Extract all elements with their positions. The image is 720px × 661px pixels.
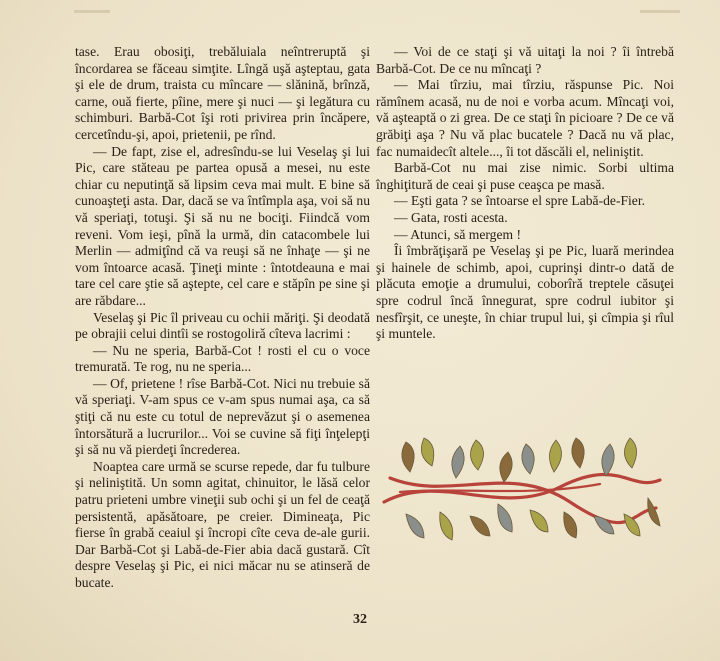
- paragraph: — Eşti gata ? se întoarse el spre Labă-de-Fier.: [394, 193, 646, 209]
- leafy-branch-ornament: [380, 432, 662, 544]
- paragraph: tase. Erau obosiţi, trebăluiala neîntreruptă şi încordarea se făceau simţite. Lîngă uşă aşteptau, gata şi ele de drum, traista cu mîncare — slănină, brînză, carne, ouă fierte, pîine, mere şi nuci — şi legătura cu schimburi. Barbă-Cot îşi roti privirea prin încăpere, cercetîndu-şi, apoi, prietenii, pe rînd.: [75, 44, 370, 142]
- paragraph: — Mai tîrziu, mai tîrziu, răspunse Pic. Noi rămînem acasă, nu de noi e vorba acum. Mîncaţi voi, vă aşteaptă o zi grea. De ce staţi în picioare ? De ce vă grăbiţi aşa ? Nu vă plac bucatele ? Dacă nu vă plac, fac numaidecît altele..., îi tot dăscăli el, neliniştit.: [376, 77, 674, 159]
- top-edge-mark: [74, 10, 110, 13]
- paragraph: Veselaş şi Pic îl priveau cu ochii măriţi. Şi deodată pe obrajii celui dintîi se rostogolirǎ cîteva lacrimi :: [75, 309, 370, 342]
- paragraph: Barbă-Cot nu mai zise nimic. Sorbi ultima înghiţitură de ceai şi puse ceaşca pe masă.: [376, 160, 674, 192]
- paragraph: Îi îmbrăţişară pe Veselaş şi pe Pic, luară merindea şi hainele de schimb, apoi, cuprinşi dintr-o dată de plăcuta emoţie a drumului, coborîră treptele căsuţei spre codrul încă înnegurat, spre codrul iubitor şi nesfîrşit, ce uneşte, în chiar trupul lui, şi cîmpia şi rîul şi muntele.: [376, 243, 674, 342]
- paragraph: — Atunci, să mergem !: [394, 226, 521, 242]
- paragraph: — Voi de ce staţi şi vă uitaţi la noi ? îi întrebă Barbă-Cot. De ce nu mîncaţi ?: [376, 44, 674, 76]
- paragraph: — De fapt, zise el, adresîndu-se lui Veselaş şi lui Pic, care stăteau pe partea opusă a mesei, nu este chiar cu neputinţă să lipsim ceva mai mult. E bine să cunoaşteţi asta. Dar, dacă se va întîmpla aşa, voi să nu vă speriaţi, totuşi. Şi să nu ne bociţi. Fiindcă vom reveni. Vom ieşi, pînă la urmă, din catacombele lui Merlin — admiţînd că va reuşi să ne înhaţe — şi ne vom întoarce acasă. Ţineţi minte : întotdeauna e mai tare cel care ştie să aştepte, cel care e stăpîn pe sine şi are răbdare...: [75, 143, 370, 308]
- paragraph: — Gata, rosti acesta.: [394, 209, 508, 225]
- page-number: 32: [353, 612, 367, 627]
- left-text-column: [75, 44, 370, 592]
- right-text-column: [376, 44, 674, 343]
- top-edge-mark: [640, 10, 680, 13]
- paragraph: Noaptea care urmă se scurse repede, dar fu tulbure şi neliniştită. Un somn agitat, chinuitor, le lăsă celor patru prieteni umbre vineţii sub ochi şi un fel de ceaţă persistentă, apăsătoare, pe creier. Dimineaţa, Pic fierse în grabă ceaiul şi încropi cîte ceva de-ale gurii. Dar Barbă-Cot şi Labă-de-Fier abia dacă gustară. Cît despre Veselaş şi Pic, ei nici măcar nu se atinseră de bucate.: [75, 458, 370, 590]
- paragraph: — Of, prietene ! rîse Barbă-Cot. Nici nu trebuie să vă speriaţi. V-am spus ce v-am spus numai aşa, ca să ştiţi că nu este cu totul de neprevăzut şi o asemenea întorsătură a lucrurilor... Voi se cuvine să fiţi înţelepţi şi să nu vă pierdeţi încrederea.: [75, 375, 370, 458]
- paragraph: — Nu ne speria, Barbă-Cot ! rosti el cu o voce tremurată. Te rog, nu ne speria...: [75, 342, 370, 375]
